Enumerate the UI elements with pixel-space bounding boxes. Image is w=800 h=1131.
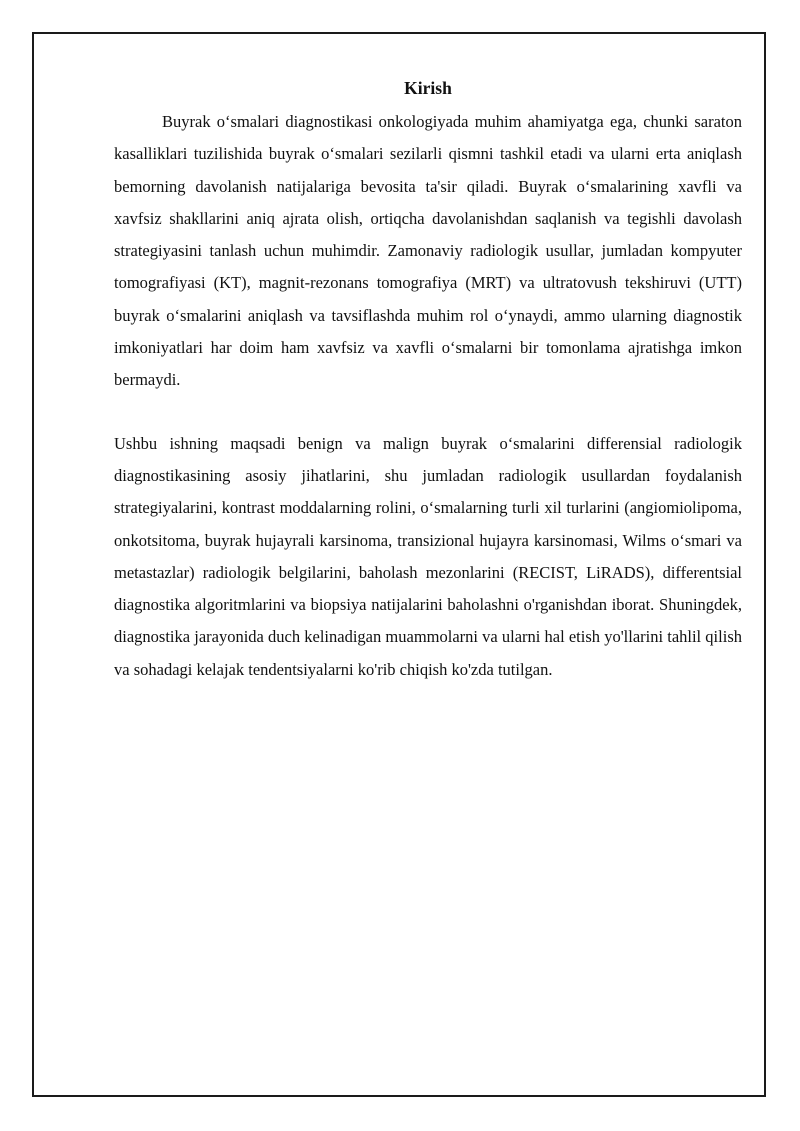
paragraph-introduction: Buyrak o‘smalari diagnostikasi onkologiyada muhim ahamiyatga ega, chunki saraton kasalliklari tuzilishida buyrak o‘smalari sezilarli qismni tashkil etadi va ularni erta aniqlash bemorning davolanish natijalariga bevosita ta'sir qiladi. Buyrak o‘smalarining xavfli va xavfsiz shakllarini aniq ajrata olish, ortiqcha davolanishdan saqlanish va tegishli davolash strategiyasini tanlash uchun muhimdir. Zamonaviy radiologik usullar, jumladan kompyuter tomografiyasi (KT), magnit-rezonans tomografiya (MRT) va ultratovush tekshiruvi (UTT) buyrak o‘smalarini aniqlash va tavsiflashda muhim rol o‘ynaydi, ammo ularning diagnostik imkoniyatlari har doim ham xavfsiz va xavfli o‘smalarni bir tomonlama ajratishga imkon bermaydi. — [114, 112, 742, 390]
document-body — [114, 76, 742, 686]
document-title: Kirish — [404, 78, 452, 98]
paragraph-objective: Ushbu ishning maqsadi benign va malign buyrak o‘smalarini differensial radiologik diagnostikasining asosiy jihatlarini, shu jumladan radiologik usullardan foydalanish strategiyalarini, kontrast moddalarning rolini, o‘smalarning turli xil turlarini (angiomiolipoma, onkotsitoma, buyrak hujayrali karsinoma, transizional hujayra karsinomasi, Wilms o‘smari va metastazlar) radiologik belgilarini, baholash mezonlarini (RECIST, LiRADS), differentsial diagnostika algoritmlarini va biopsiya natijalarini baholashni o'rganishdan iborat. Shuningdek, diagnostika jarayonida duch kelinadigan muammolarni va ularni hal etish yo'llarini tahlil qilish va sohadagi kelajak tendentsiyalarni ko'rib chiqish ko'zda tutilgan. — [114, 433, 742, 679]
